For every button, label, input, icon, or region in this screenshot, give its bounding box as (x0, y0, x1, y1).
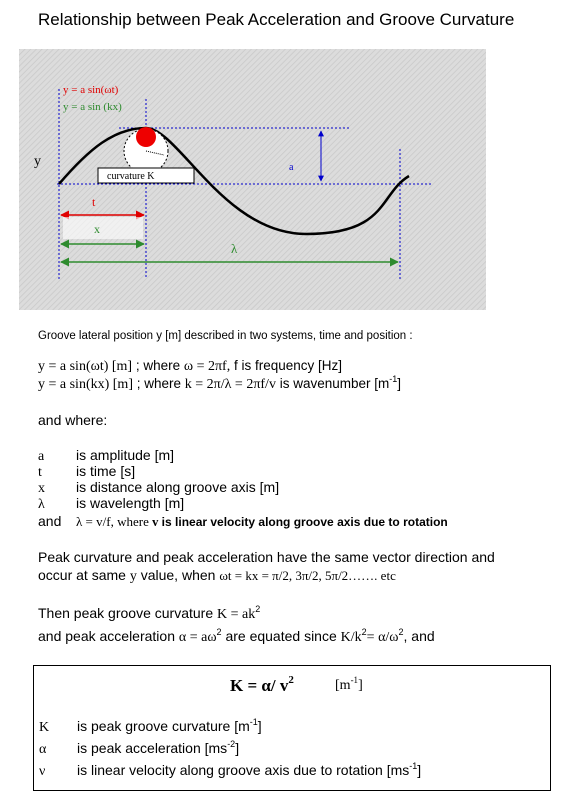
label-lambda: λ (231, 241, 238, 256)
var-row-amplitude: a is amplitude [m] (38, 447, 175, 464)
curvature-diagram (19, 49, 486, 310)
box-row-velocity: ν is linear velocity along groove axis due to rotation $[ms^{-1}]$ (39, 761, 422, 779)
label-a: a (289, 162, 294, 173)
label-curvature: curvature K (107, 171, 155, 182)
var-row-time: t is time [s] (38, 463, 136, 480)
equation-position: y = a sin(kx) [m] ; where k = 2π/λ = 2πf/v is wavenumber $[m^{-1}]$ (38, 374, 402, 392)
page-title: Relationship between Peak Acceleration and Groove Curvature (38, 10, 515, 29)
equated-line: and peak acceleration $\alpha = a\omega^2$ are equated since $K/k^2= \alpha/\omega^2$, and (38, 627, 435, 645)
intro-text: Groove lateral position y [m] described in two systems, time and position : (38, 330, 413, 342)
result-formula: K = α/ $v^2$ (230, 674, 294, 695)
var-row-distance: x is distance along groove axis [m] (38, 479, 280, 496)
box-row-curvature: K is peak groove curvature $[m^{-1}]$ (39, 717, 262, 735)
peak-text-line1: Peak curvature and peak acceleration have the same vector direction and (38, 549, 495, 565)
result-box (33, 665, 551, 791)
peak-text-line2: occur at same y value, when ωt = kx = π/2, 3π/2, 5π/2……. etc (38, 567, 396, 584)
label-pos-eq: y = a sin (kx) (63, 101, 122, 113)
and-where-label: and where: (38, 412, 108, 428)
var-row-velocity: and λ = v/f, where v is linear velocity along groove axis due to rotation (38, 513, 448, 529)
peak-ball (136, 127, 156, 147)
box-row-acceleration: α is peak acceleration $[ms^{-2}]$ (39, 739, 240, 757)
label-t: t (92, 195, 96, 209)
label-x: x (94, 222, 100, 236)
equation-time: y = a sin(ωt) [m] ; where ω = 2πf, f is frequency [Hz] (38, 358, 343, 374)
x-arrow-highlight (63, 217, 143, 239)
result-unit: $[m^{-1}]$ (335, 675, 363, 693)
then-line: Then peak groove curvature $K = ak^2$ (38, 604, 261, 622)
label-y: y (34, 154, 41, 169)
var-row-wavelength: λ is wavelength [m] (38, 495, 185, 512)
label-time-eq: y = a sin(ωt) (63, 84, 119, 96)
